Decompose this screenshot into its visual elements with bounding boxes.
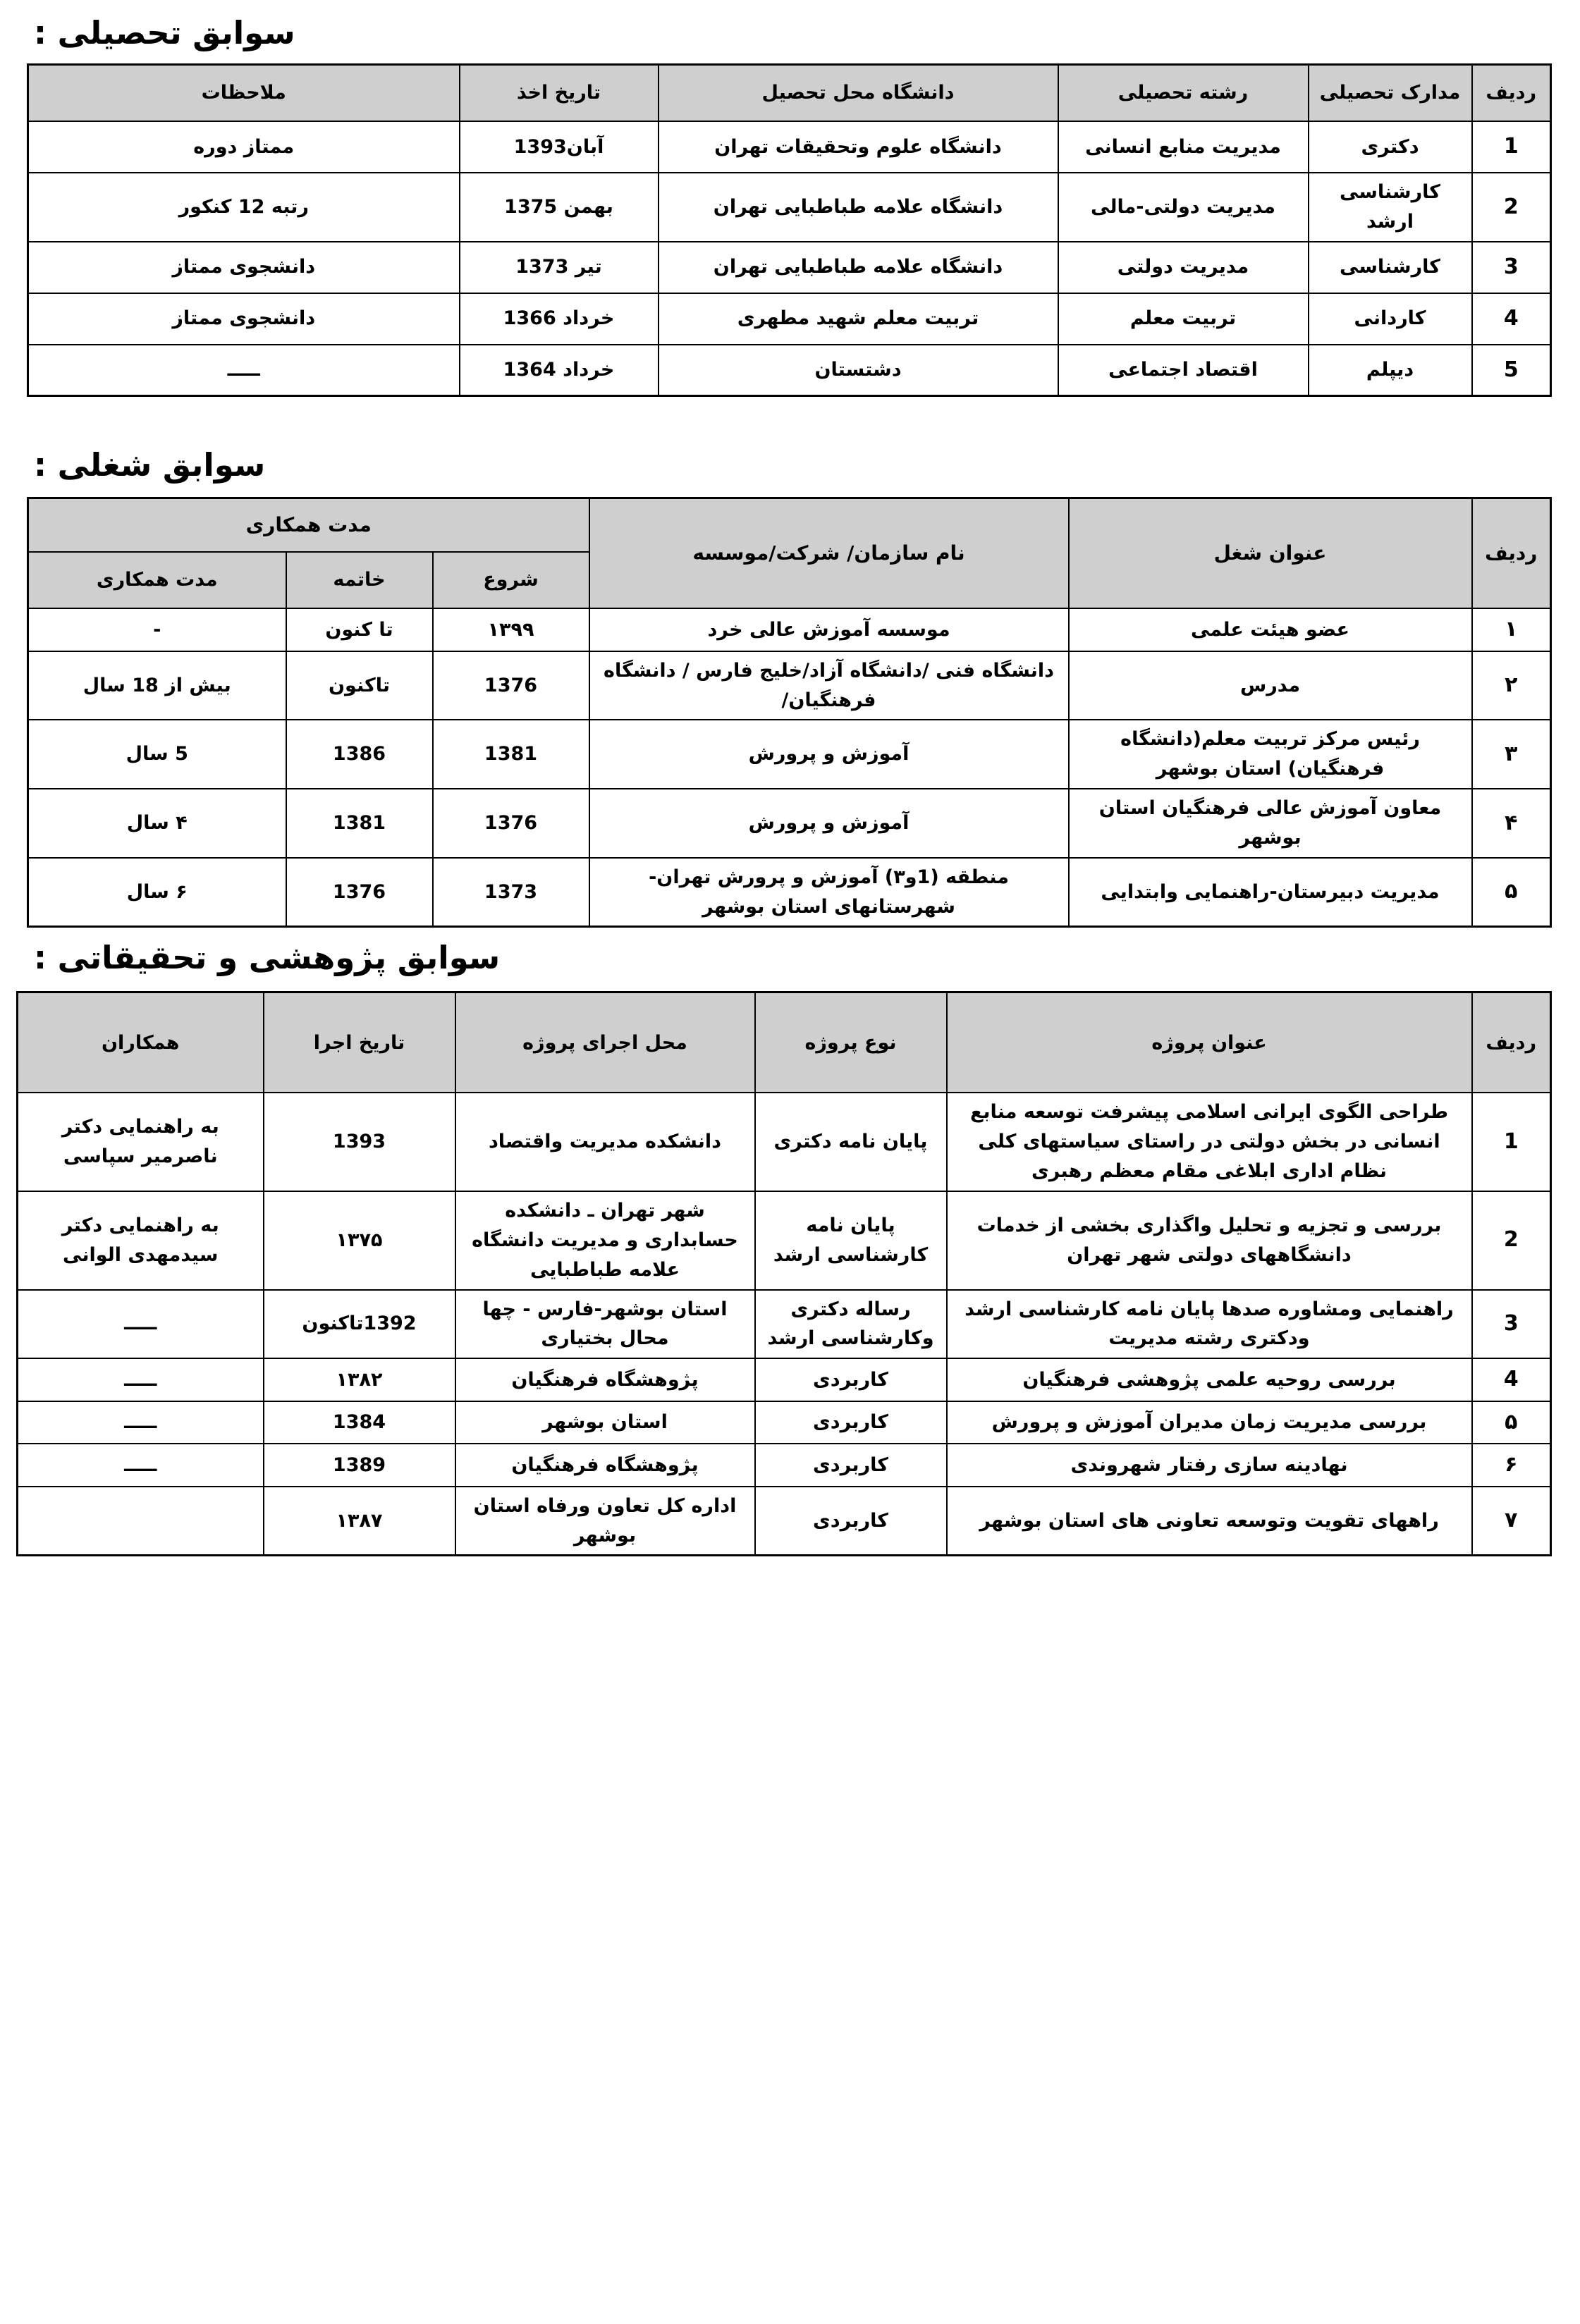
cell-notes: دانشجوی ممتاز	[28, 242, 460, 293]
cell-university: تربیت معلم شهید مطهری	[659, 293, 1058, 345]
cell-project-type: پایان نامه دکتری	[755, 1093, 947, 1191]
column-header-project-title: عنوان پروژه	[947, 992, 1472, 1093]
cell-execution-date: ۱۳۷۵	[264, 1191, 455, 1290]
cell-date: بهمن 1375	[460, 173, 659, 242]
cell-degree: دیپلم	[1309, 345, 1472, 396]
cell-project-type: کاربردی	[755, 1358, 947, 1401]
cell-project-title: طراحی الگوی ایرانی اسلامی پیشرفت توسعه منابع انسانی در بخش دولتی در راستای سیاستهای کلی نظام اداری ابلاغی مقام معظم رهبری	[947, 1093, 1472, 1191]
education-history-table	[27, 63, 1552, 397]
cell-project-title: راهنمایی ومشاوره صدها پایان نامه کارشناسی ارشد ودکتری رشته مدیریت	[947, 1290, 1472, 1359]
cell-row-no: 2	[1472, 173, 1551, 242]
cell-execution-date: 1392تاکنون	[264, 1290, 455, 1359]
cell-row-no: 3	[1472, 1290, 1551, 1359]
column-header-organization: نام سازمان/ شرکت/موسسه	[589, 498, 1069, 609]
column-header-row-no: ردیف	[1472, 992, 1551, 1093]
cell-degree: کاردانی	[1309, 293, 1472, 345]
cell-project-place: اداره کل تعاون ورفاه استان بوشهر	[455, 1487, 755, 1556]
table-row	[18, 1487, 1551, 1556]
column-header-row-no: ردیف	[1472, 498, 1551, 609]
cell-notes: دانشجوی ممتاز	[28, 293, 460, 345]
cell-duration: -	[27, 608, 286, 651]
cell-organization: آموزش و پرورش	[589, 720, 1069, 789]
cell-university: دشتستان	[659, 345, 1058, 396]
cell-notes: رتبه 12 کنکور	[28, 173, 460, 242]
cell-project-title: بررسی روحیه علمی پژوهشی فرهنگیان	[947, 1358, 1472, 1401]
table-row	[18, 1401, 1551, 1444]
cell-row-no: ۳	[1472, 720, 1551, 789]
cell-row-no: 3	[1472, 242, 1551, 293]
cell-project-place: استان بوشهر	[455, 1401, 755, 1444]
cell-project-type: کاربردی	[755, 1487, 947, 1556]
cell-field: مدیریت دولتی	[1058, 242, 1309, 293]
cell-project-type: کاربردی	[755, 1444, 947, 1487]
cell-start: 1373	[433, 858, 589, 927]
cell-row-no: ۷	[1472, 1487, 1551, 1556]
cell-end: تا کنون	[286, 608, 433, 651]
cell-degree: کارشناسی	[1309, 242, 1472, 293]
column-header-field: رشته تحصیلی	[1058, 65, 1309, 122]
table-row	[27, 720, 1550, 789]
column-header-collaborators: همکاران	[18, 992, 264, 1093]
column-header-row-no: ردیف	[1472, 65, 1551, 122]
table-row	[28, 242, 1551, 293]
cell-row-no: ۱	[1472, 608, 1551, 651]
column-header-project-place: محل اجرای پروژه	[455, 992, 755, 1093]
table-row	[18, 1191, 1551, 1290]
cell-project-type: رساله دکتری وکارشناسی ارشد	[755, 1290, 947, 1359]
cell-duration: بیش از 18 سال	[27, 651, 286, 720]
cell-start: 1381	[433, 720, 589, 789]
cell-project-place: پژوهشگاه فرهنگیان	[455, 1358, 755, 1401]
spacer	[28, 397, 1552, 431]
cell-degree: کارشناسی ارشد	[1309, 173, 1472, 242]
cell-field: مدیریت منابع انسانی	[1058, 121, 1309, 173]
cell-job-title: عضو هیئت علمی	[1069, 608, 1472, 651]
cell-collaborators: به راهنمایی دکتر ناصرمیر سپاسی	[18, 1093, 264, 1191]
column-header-execution-date: تاریخ اجرا	[264, 992, 455, 1093]
cell-collaborators: ـــــ	[18, 1290, 264, 1359]
cell-end: 1381	[286, 789, 433, 858]
cell-row-no: ۴	[1472, 789, 1551, 858]
table-row	[28, 293, 1551, 345]
table-row	[28, 173, 1551, 242]
table-header-row	[28, 65, 1551, 122]
section-title-jobs: سوابق شغلی :	[34, 446, 266, 484]
section-title-education: سوابق تحصیلی :	[34, 14, 295, 51]
cell-date: آبان1393	[460, 121, 659, 173]
cell-organization: آموزش و پرورش	[589, 789, 1069, 858]
table-row	[27, 789, 1550, 858]
section-title-research: سوابق پژوهشی و تحقیقاتی :	[34, 939, 501, 977]
research-projects-table	[16, 991, 1552, 1556]
cell-row-no: ۶	[1472, 1444, 1551, 1487]
cell-execution-date: 1384	[264, 1401, 455, 1444]
cell-row-no: 4	[1472, 1358, 1551, 1401]
table-header-row-top	[27, 498, 1550, 553]
table-row	[27, 651, 1550, 720]
job-history-table	[27, 497, 1552, 928]
cell-university: دانشگاه علامه طباطبایی تهران	[659, 173, 1058, 242]
cell-row-no: ۵	[1472, 858, 1551, 927]
cell-project-place: شهر تهران ـ دانشکده حسابداری و مدیریت دانشگاه علامه طباطبایی	[455, 1191, 755, 1290]
table-row	[27, 858, 1550, 927]
column-header-end: خاتمه	[286, 552, 433, 608]
cell-project-place: استان بوشهر-فارس - چها محال بختیاری	[455, 1290, 755, 1359]
cell-row-no: 2	[1472, 1191, 1551, 1290]
cell-execution-date: 1393	[264, 1093, 455, 1191]
cell-row-no: 1	[1472, 121, 1551, 173]
cell-collaborators: ـــــ	[18, 1358, 264, 1401]
spacer	[28, 928, 1552, 935]
cell-project-place: پژوهشگاه فرهنگیان	[455, 1444, 755, 1487]
cell-project-title: بررسی مدیریت زمان مدیران آموزش و پرورش	[947, 1401, 1472, 1444]
column-header-job-title: عنوان شغل	[1069, 498, 1472, 609]
cell-project-type: کاربردی	[755, 1401, 947, 1444]
cell-collaborators: ـــــ	[18, 1444, 264, 1487]
cell-collaborators	[18, 1487, 264, 1556]
cell-start: 1376	[433, 789, 589, 858]
cell-job-title: معاون آموزش عالی فرهنگیان استان بوشهر	[1069, 789, 1472, 858]
cell-organization: موسسه آموزش عالی خرد	[589, 608, 1069, 651]
cell-university: دانشگاه علوم وتحقیقات تهران	[659, 121, 1058, 173]
cell-field: تربیت معلم	[1058, 293, 1309, 345]
cell-date: خرداد 1366	[460, 293, 659, 345]
cell-execution-date: ۱۳۸۲	[264, 1358, 455, 1401]
cell-university: دانشگاه علامه طباطبایی تهران	[659, 242, 1058, 293]
cell-degree: دکتری	[1309, 121, 1472, 173]
table-row	[18, 1358, 1551, 1401]
table-row	[28, 121, 1551, 173]
cell-row-no: ۲	[1472, 651, 1551, 720]
cell-collaborators: به راهنمایی دکتر سیدمهدی الوانی	[18, 1191, 264, 1290]
column-header-degree: مدارک تحصیلی	[1309, 65, 1472, 122]
cell-duration: ۶ سال	[27, 858, 286, 927]
cell-organization: منطقه (1و۳) آموزش و پرورش تهران-شهرستانهای استان بوشهر	[589, 858, 1069, 927]
cell-row-no: 1	[1472, 1093, 1551, 1191]
cell-project-type: پایان نامه کارشناسی ارشد	[755, 1191, 947, 1290]
cell-end: تاکنون	[286, 651, 433, 720]
table-row	[27, 608, 1550, 651]
cell-field: مدیریت دولتی-مالی	[1058, 173, 1309, 242]
cell-row-no: 5	[1472, 345, 1551, 396]
column-header-date: تاریخ اخذ	[460, 65, 659, 122]
table-header-row	[18, 992, 1551, 1093]
cell-job-title: مدیریت دبیرستان-راهنمایی وابتدایی	[1069, 858, 1472, 927]
table-row	[18, 1290, 1551, 1359]
column-header-project-type: نوع پروژه	[755, 992, 947, 1093]
table-row	[18, 1093, 1551, 1191]
cell-project-title: راههای تقویت وتوسعه تعاونی های استان بوشهر	[947, 1487, 1472, 1556]
cell-start: 1376	[433, 651, 589, 720]
column-header-start: شروع	[433, 552, 589, 608]
cell-duration: 5 سال	[27, 720, 286, 789]
cell-execution-date: ۱۳۸۷	[264, 1487, 455, 1556]
column-header-university: دانشگاه محل تحصیل	[659, 65, 1058, 122]
column-header-notes: ملاحظات	[28, 65, 460, 122]
cell-date: خرداد 1364	[460, 345, 659, 396]
cell-field: اقتصاد اجتماعی	[1058, 345, 1309, 396]
cell-job-title: مدرس	[1069, 651, 1472, 720]
cell-execution-date: 1389	[264, 1444, 455, 1487]
table-row	[18, 1444, 1551, 1487]
cell-end: 1376	[286, 858, 433, 927]
cell-project-title: بررسی و تجزیه و تحلیل واگذاری بخشی از خدمات دانشگاههای دولتی شهر تهران	[947, 1191, 1472, 1290]
cell-start: ۱۳۹۹	[433, 608, 589, 651]
cell-duration: ۴ سال	[27, 789, 286, 858]
cell-row-no: ۵	[1472, 1401, 1551, 1444]
cell-organization: دانشگاه فنی /دانشگاه آزاد/خلیج فارس / دانشگاه فرهنگیان/	[589, 651, 1069, 720]
table-row	[28, 345, 1551, 396]
cell-date: تیر 1373	[460, 242, 659, 293]
cell-end: 1386	[286, 720, 433, 789]
cell-project-title: نهادینه سازی رفتار شهروندی	[947, 1444, 1472, 1487]
column-header-duration-group: مدت همکاری	[27, 498, 589, 553]
cell-row-no: 4	[1472, 293, 1551, 345]
cell-notes: ممتاز دوره	[28, 121, 460, 173]
cell-collaborators: ـــــ	[18, 1401, 264, 1444]
column-header-duration: مدت همکاری	[27, 552, 286, 608]
cell-job-title: رئیس مرکز تربیت معلم(دانشگاه فرهنگیان) استان بوشهر	[1069, 720, 1472, 789]
cell-notes: ـــــ	[28, 345, 460, 396]
cell-project-place: دانشکده مدیریت واقتصاد	[455, 1093, 755, 1191]
